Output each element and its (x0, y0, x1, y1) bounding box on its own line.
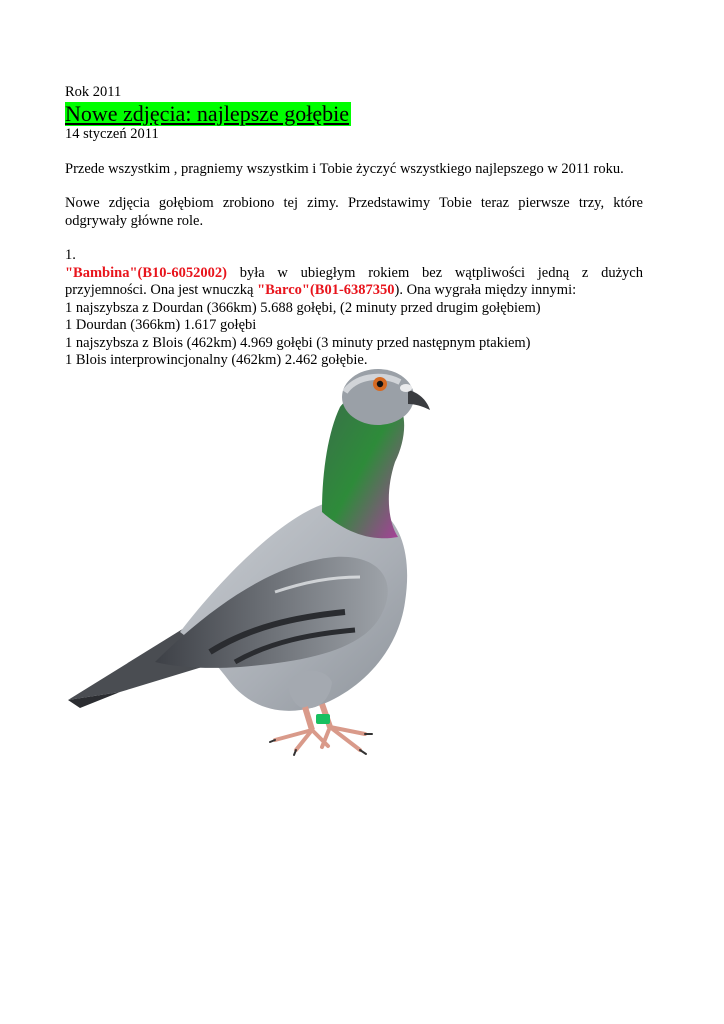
leg-ring (316, 714, 330, 724)
description-text-a: była w ubiegłym rokiem bez wątpliwości jedną z dużych przyjemności. Ona jest wnuczką (65, 264, 643, 298)
bird-description (65, 265, 643, 300)
description-text-b: ). Ona wygrała między innymi: (394, 282, 577, 298)
result-line: 1 Dourdan (366km) 1.617 gołębi (65, 317, 257, 333)
photos-paragraph: Nowe zdjęcia gołębiom zrobiono tej zimy. Przedstawimy Tobie teraz pierwsze trzy, które odgrywały główne role. (65, 195, 643, 229)
result-line: 1 Blois interprowincjonalny (462km) 2.462 gołębie. (65, 352, 368, 368)
pigeon-photo (60, 362, 450, 767)
result-line: 1 najszybsza z Blois (462km) 4.969 gołębi (3 minuty przed następnym ptakiem) (65, 334, 531, 351)
page-title: Nowe zdjęcia: najlepsze gołębie (65, 100, 350, 126)
grandsire-name: "Barco"(B01-6387350 (257, 282, 395, 298)
document-body (65, 84, 643, 370)
pigeon-illustration (60, 362, 450, 767)
bird-number: 1. (65, 247, 76, 263)
greeting-paragraph: Przede wszystkim , pragniemy wszystkim i Tobie życzyć wszystkiego najlepszego w 2011 roku. (65, 160, 624, 177)
result-line: 1 najszybsza z Dourdan (366km) 5.688 gołębi, (2 minuty przed drugim gołębiem) (65, 299, 541, 316)
pigeon-name: "Bambina"(B10-6052002) (65, 264, 227, 281)
year-label: Rok 2011 (65, 84, 122, 100)
date-label: 14 styczeń 2011 (65, 126, 159, 142)
